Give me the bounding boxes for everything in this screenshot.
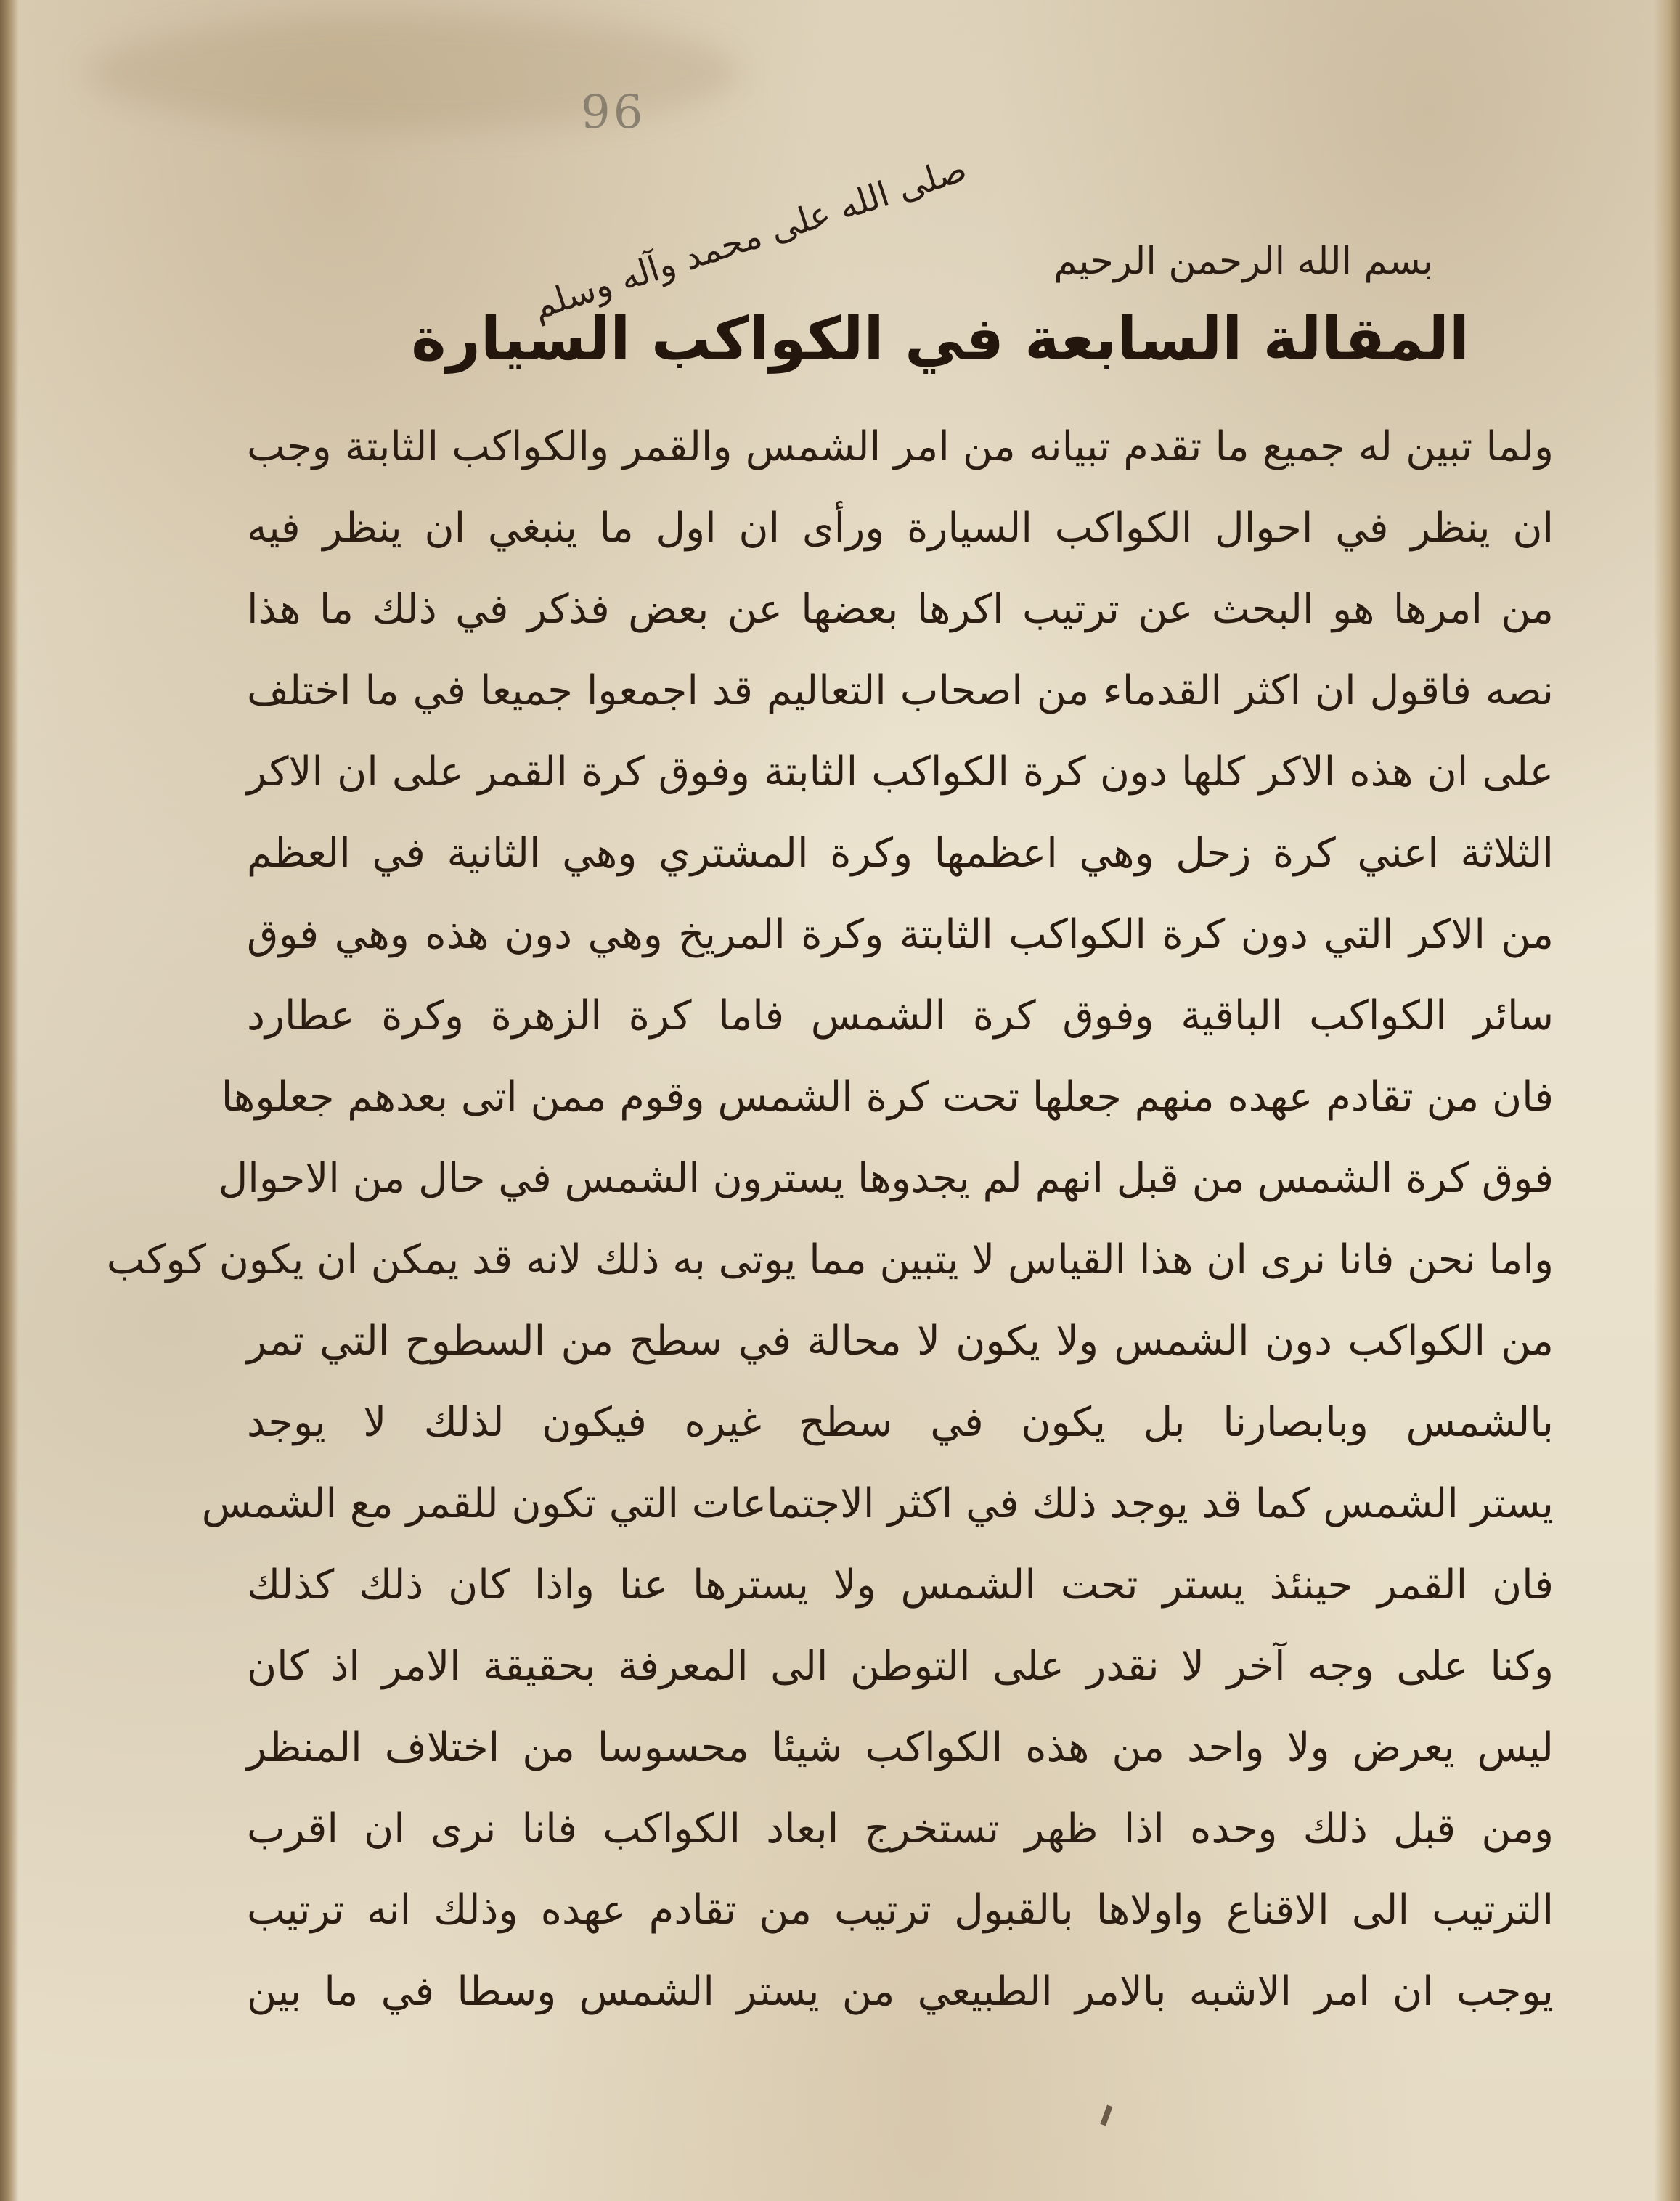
text-line: من الكواكب دون الشمس ولا يكون لا محالة في سطح من السطوح التي تمر [247,1318,1554,1365]
text-line: ان ينظر في احوال الكواكب السيارة ورأى ان اول ما ينبغي ان ينظر فيه [247,505,1554,552]
page-left-edge [0,0,19,2201]
text-line: يوجب ان امر الاشبه بالامر الطبيعي من يستر الشمس وسطا في ما بين [247,1968,1554,2015]
text-line: سائر الكواكب الباقية وفوق كرة الشمس فاما كرة الزهرة وكرة عطارد [247,992,1554,1040]
folio-number: 96 [581,86,646,139]
text-line: الترتيب الى الاقناع واولاها بالقبول ترتيب من تقادم عهده وذلك انه ترتيب [247,1887,1554,1934]
page-right-edge [1654,0,1680,2201]
text-line: وكنا على وجه آخر لا نقدر على التوطن الى المعرفة بحقيقة الامر اذ كان [247,1643,1554,1690]
ink-mark [1100,2104,1112,2126]
text-line: الثلاثة اعني كرة زحل وهي اعظمها وكرة المشتري وهي الثانية في العظم [247,830,1554,877]
text-line: نصه فاقول ان اكثر القدماء من اصحاب التعاليم قد اجمعوا جميعا في ما اختلف [247,667,1554,714]
chapter-title: المقالة السابعة في الكواكب السيارة [411,305,1469,374]
text-line: فان القمر حينئذ يستر تحت الشمس ولا يسترها عنا واذا كان ذلك كذلك [247,1561,1554,1609]
text-line: ليس يعرض ولا واحد من هذه الكواكب شيئا محسوسا من اختلاف المنظر [247,1724,1554,1771]
text-line: فوق كرة الشمس من قبل انهم لم يجدوها يسترون الشمس في حال من الاحوال [218,1155,1554,1202]
salutation-inscription: صلى الله على محمد وآله وسلم [527,148,972,328]
text-line: فان من تقادم عهده منهم جعلها تحت كرة الشمس وقوم ممن اتى بعدهم جعلوها [221,1074,1554,1121]
text-line: ولما تبين له جميع ما تقدم تبيانه من امر الشمس والقمر والكواكب الثابتة وجب [247,423,1554,470]
basmala-heading: بسم الله الرحمن الرحيم [1053,240,1433,283]
text-line: يستر الشمس كما قد يوجد ذلك في اكثر الاجتماعات التي تكون للقمر مع الشمس [201,1480,1554,1527]
text-line: ومن قبل ذلك وحده اذا ظهر تستخرج ابعاد الكواكب فانا نرى ان اقرب [247,1805,1554,1853]
text-line: من امرها هو البحث عن ترتيب اكرها بعضها عن بعض فذكر في ذلك ما هذا [247,586,1554,633]
text-line: على ان هذه الاكر كلها دون كرة الكواكب الثابتة وفوق كرة القمر على ان الاكر [247,748,1554,796]
text-line: واما نحن فانا نرى ان هذا القياس لا يتبين مما يوتى به ذلك لانه قد يمكن ان يكون كوكب [106,1236,1554,1283]
text-line: بالشمس وبابصارنا بل يكون في سطح غيره فيكون لذلك لا يوجد [247,1399,1554,1446]
text-line: من الاكر التي دون كرة الكواكب الثابتة وكرة المريخ وهي دون هذه وهي فوق [247,911,1554,958]
manuscript-body [106,407,1554,2033]
